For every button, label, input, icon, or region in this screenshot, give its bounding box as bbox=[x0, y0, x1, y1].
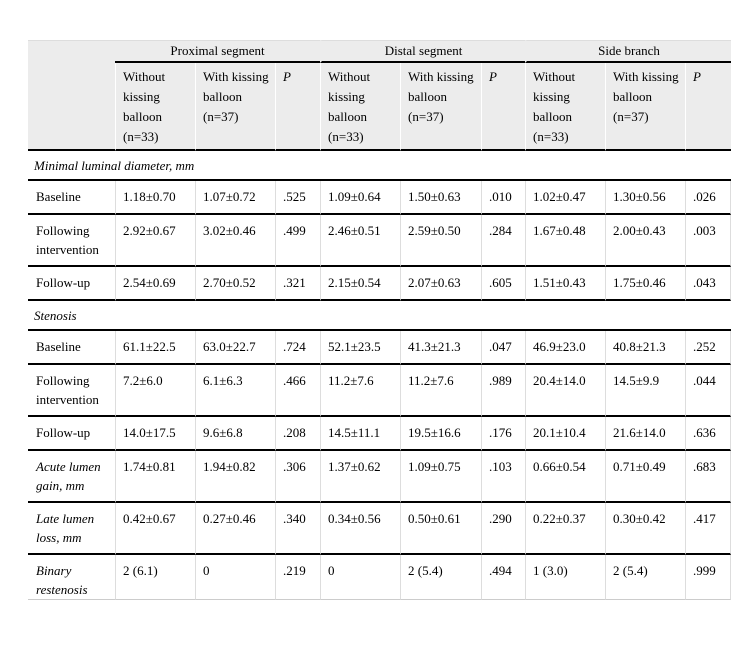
table-header bbox=[28, 40, 731, 151]
value-cell: 0.71±0.49 bbox=[605, 451, 685, 503]
value-cell: 1.37±0.62 bbox=[320, 451, 400, 503]
value-cell: 1.07±0.72 bbox=[195, 181, 275, 215]
value-cell: 63.0±22.7 bbox=[195, 331, 275, 365]
value-cell: .605 bbox=[481, 267, 525, 301]
table-row bbox=[28, 331, 731, 365]
column-header-p-value: P bbox=[275, 63, 320, 151]
value-cell: 9.6±6.8 bbox=[195, 417, 275, 451]
value-cell: 11.2±7.6 bbox=[400, 365, 481, 417]
table-row bbox=[28, 267, 731, 301]
value-cell: 0.66±0.54 bbox=[525, 451, 605, 503]
value-cell: 2 (5.4) bbox=[605, 555, 685, 600]
value-cell: .176 bbox=[481, 417, 525, 451]
value-cell: 46.9±23.0 bbox=[525, 331, 605, 365]
value-cell: .724 bbox=[275, 331, 320, 365]
value-cell: 14.5±11.1 bbox=[320, 417, 400, 451]
value-cell: 2 (5.4) bbox=[400, 555, 481, 600]
table-row bbox=[28, 181, 731, 215]
value-cell: .290 bbox=[481, 503, 525, 555]
value-cell: 1.50±0.63 bbox=[400, 181, 481, 215]
results-table-container bbox=[28, 40, 731, 600]
row-label: Follow-up bbox=[28, 417, 115, 451]
value-cell: .044 bbox=[685, 365, 731, 417]
value-cell: .494 bbox=[481, 555, 525, 600]
value-cell: 14.5±9.9 bbox=[605, 365, 685, 417]
value-cell: 1.94±0.82 bbox=[195, 451, 275, 503]
value-cell: 2.54±0.69 bbox=[115, 267, 195, 301]
value-cell: 0.42±0.67 bbox=[115, 503, 195, 555]
section-row bbox=[28, 151, 731, 181]
value-cell: 1.51±0.43 bbox=[525, 267, 605, 301]
value-cell: .321 bbox=[275, 267, 320, 301]
value-cell: 0.50±0.61 bbox=[400, 503, 481, 555]
table-row bbox=[28, 555, 731, 600]
value-cell: 2.59±0.50 bbox=[400, 215, 481, 267]
row-label: Acute lumen gain, mm bbox=[28, 451, 115, 503]
value-cell: 20.1±10.4 bbox=[525, 417, 605, 451]
value-cell: .026 bbox=[685, 181, 731, 215]
row-label: Late lumen loss, mm bbox=[28, 503, 115, 555]
value-cell: 3.02±0.46 bbox=[195, 215, 275, 267]
column-header-with-kissing: With kissing balloon (n=37) bbox=[400, 63, 481, 151]
value-cell: 0 bbox=[320, 555, 400, 600]
value-cell: 14.0±17.5 bbox=[115, 417, 195, 451]
value-cell: 0.34±0.56 bbox=[320, 503, 400, 555]
value-cell: 2.46±0.51 bbox=[320, 215, 400, 267]
value-cell: 1.09±0.64 bbox=[320, 181, 400, 215]
value-cell: 1.74±0.81 bbox=[115, 451, 195, 503]
table-row bbox=[28, 451, 731, 503]
value-cell: .525 bbox=[275, 181, 320, 215]
column-group-proximal: Proximal segment bbox=[115, 40, 320, 63]
value-cell: 20.4±14.0 bbox=[525, 365, 605, 417]
table-row bbox=[28, 503, 731, 555]
table-row bbox=[28, 417, 731, 451]
value-cell: .010 bbox=[481, 181, 525, 215]
row-label: Following intervention bbox=[28, 215, 115, 267]
column-header-without-kissing: Without kissing balloon (n=33) bbox=[525, 63, 605, 151]
value-cell: .466 bbox=[275, 365, 320, 417]
column-header-with-kissing: With kissing balloon (n=37) bbox=[195, 63, 275, 151]
value-cell: .306 bbox=[275, 451, 320, 503]
value-cell: 1 (3.0) bbox=[525, 555, 605, 600]
value-cell: 0.30±0.42 bbox=[605, 503, 685, 555]
value-cell: 6.1±6.3 bbox=[195, 365, 275, 417]
row-label: Baseline bbox=[28, 181, 115, 215]
value-cell: .219 bbox=[275, 555, 320, 600]
value-cell: 40.8±21.3 bbox=[605, 331, 685, 365]
column-header-without-kissing: Without kissing balloon (n=33) bbox=[115, 63, 195, 151]
value-cell: 0 bbox=[195, 555, 275, 600]
section-row bbox=[28, 301, 731, 331]
value-cell: 0.22±0.37 bbox=[525, 503, 605, 555]
value-cell: .043 bbox=[685, 267, 731, 301]
section-header: Stenosis bbox=[28, 301, 731, 331]
column-group-side-branch: Side branch bbox=[525, 40, 731, 63]
value-cell: 61.1±22.5 bbox=[115, 331, 195, 365]
table-row bbox=[28, 215, 731, 267]
column-header-p-value: P bbox=[481, 63, 525, 151]
value-cell: 2.07±0.63 bbox=[400, 267, 481, 301]
column-header-without-kissing: Without kissing balloon (n=33) bbox=[320, 63, 400, 151]
value-cell: .003 bbox=[685, 215, 731, 267]
value-cell: 1.18±0.70 bbox=[115, 181, 195, 215]
value-cell: .636 bbox=[685, 417, 731, 451]
value-cell: 41.3±21.3 bbox=[400, 331, 481, 365]
value-cell: .208 bbox=[275, 417, 320, 451]
results-table bbox=[28, 40, 731, 600]
section-header: Minimal luminal diameter, mm bbox=[28, 151, 731, 181]
value-cell: .103 bbox=[481, 451, 525, 503]
value-cell: 2.00±0.43 bbox=[605, 215, 685, 267]
value-cell: .284 bbox=[481, 215, 525, 267]
corner-cell bbox=[28, 40, 115, 151]
value-cell: 19.5±16.6 bbox=[400, 417, 481, 451]
value-cell: .340 bbox=[275, 503, 320, 555]
value-cell: .252 bbox=[685, 331, 731, 365]
value-cell: 2.15±0.54 bbox=[320, 267, 400, 301]
value-cell: 1.67±0.48 bbox=[525, 215, 605, 267]
value-cell: 1.09±0.75 bbox=[400, 451, 481, 503]
row-label: Binary restenosis bbox=[28, 555, 115, 600]
row-label: Follow-up bbox=[28, 267, 115, 301]
value-cell: 52.1±23.5 bbox=[320, 331, 400, 365]
value-cell: 2.92±0.67 bbox=[115, 215, 195, 267]
value-cell: .999 bbox=[685, 555, 731, 600]
value-cell: 21.6±14.0 bbox=[605, 417, 685, 451]
value-cell: .683 bbox=[685, 451, 731, 503]
value-cell: 1.02±0.47 bbox=[525, 181, 605, 215]
row-label: Following intervention bbox=[28, 365, 115, 417]
value-cell: 1.75±0.46 bbox=[605, 267, 685, 301]
column-header-row bbox=[28, 63, 731, 151]
column-header-p-value: P bbox=[685, 63, 731, 151]
value-cell: 1.30±0.56 bbox=[605, 181, 685, 215]
value-cell: 2 (6.1) bbox=[115, 555, 195, 600]
column-group-distal: Distal segment bbox=[320, 40, 525, 63]
row-label: Baseline bbox=[28, 331, 115, 365]
value-cell: 7.2±6.0 bbox=[115, 365, 195, 417]
value-cell: 2.70±0.52 bbox=[195, 267, 275, 301]
value-cell: .989 bbox=[481, 365, 525, 417]
value-cell: .417 bbox=[685, 503, 731, 555]
value-cell: 11.2±7.6 bbox=[320, 365, 400, 417]
table-body bbox=[28, 151, 731, 600]
value-cell: 0.27±0.46 bbox=[195, 503, 275, 555]
table-row bbox=[28, 365, 731, 417]
column-group-row bbox=[28, 40, 731, 63]
value-cell: .047 bbox=[481, 331, 525, 365]
column-header-with-kissing: With kissing balloon (n=37) bbox=[605, 63, 685, 151]
value-cell: .499 bbox=[275, 215, 320, 267]
